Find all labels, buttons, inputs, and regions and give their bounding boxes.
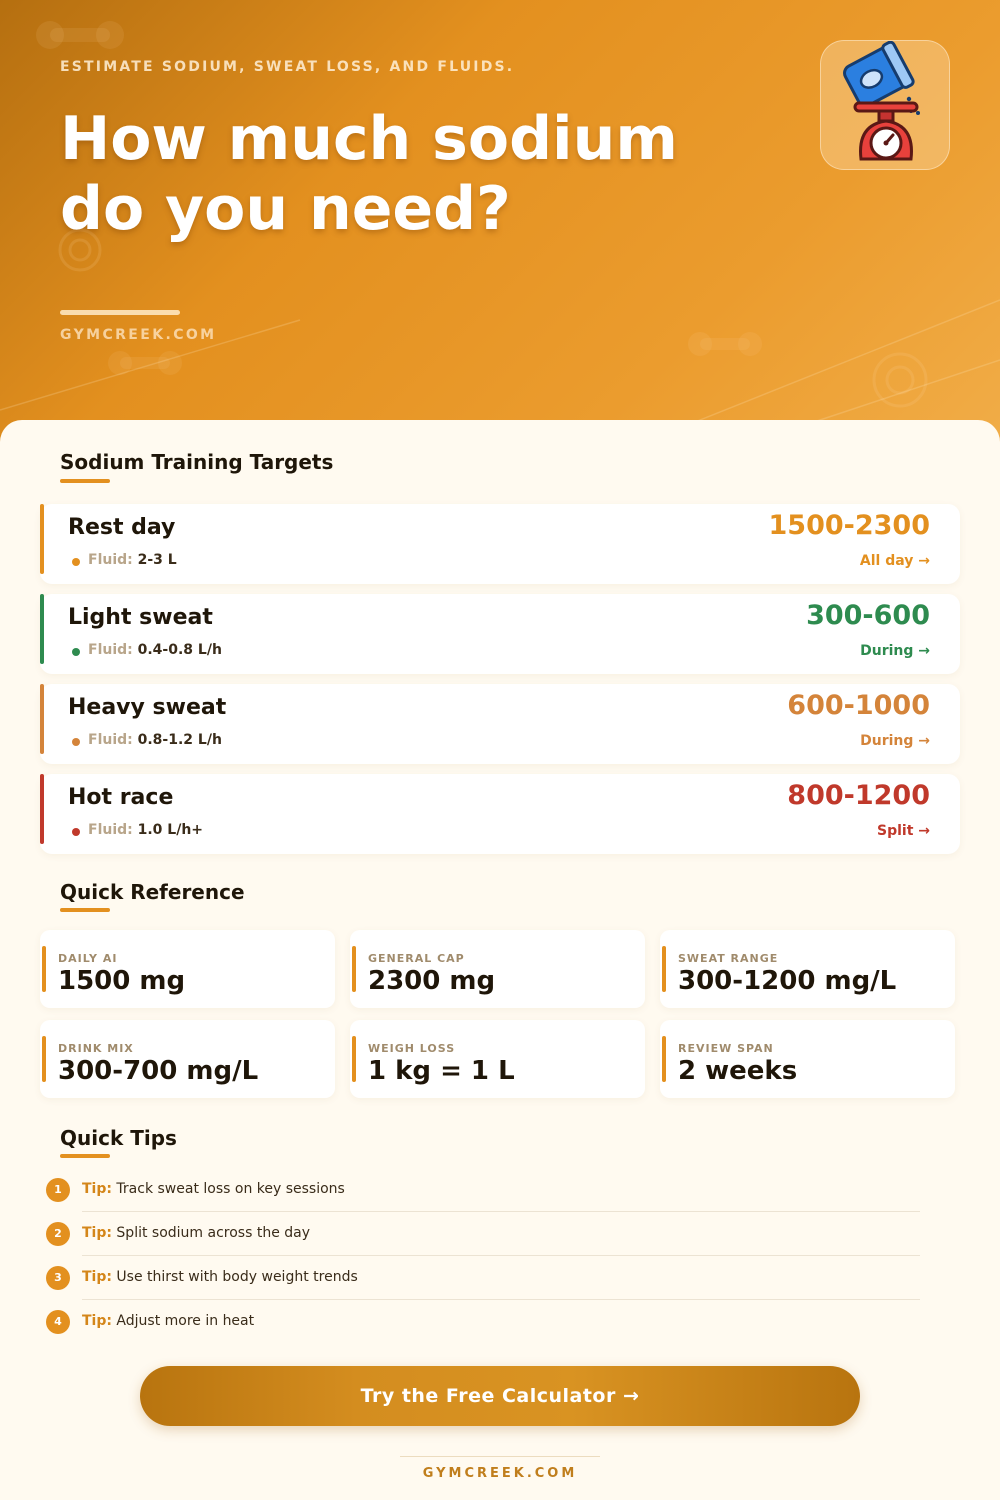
reference-label: DRINK MIX — [58, 1042, 134, 1055]
target-name: Light sweat — [68, 605, 213, 630]
reference-accent-bar — [352, 1036, 356, 1082]
target-accent-bar — [40, 594, 44, 664]
target-card-heavy-sweat — [40, 684, 960, 764]
reference-label: DAILY AI — [58, 952, 118, 965]
reference-label: SWEAT RANGE — [678, 952, 779, 965]
tip-number-badge: 2 — [46, 1222, 70, 1246]
reference-value: 1500 mg — [58, 966, 186, 996]
target-accent-bar — [40, 504, 44, 574]
reference-accent-bar — [42, 1036, 46, 1082]
tip-text: Tip: Track sweat loss on key sessions — [82, 1181, 345, 1197]
target-fluid: Fluid: 1.0 L/h+ — [88, 822, 204, 838]
target-sodium-value: 800-1200 — [787, 780, 930, 811]
reference-card — [40, 1020, 335, 1098]
list-item — [46, 1256, 920, 1300]
reference-value: 2 weeks — [678, 1056, 798, 1086]
reference-card — [350, 1020, 645, 1098]
reference-card — [660, 1020, 955, 1098]
target-fluid: Fluid: 0.8-1.2 L/h — [88, 732, 222, 748]
hero-banner — [0, 0, 1000, 460]
tips-section-title: Quick Tips — [60, 1126, 177, 1150]
target-sodium-value: 300-600 — [806, 600, 930, 631]
hero-divider — [60, 310, 180, 315]
target-name: Rest day — [68, 515, 176, 540]
list-item — [46, 1300, 920, 1344]
tip-number-badge: 3 — [46, 1266, 70, 1290]
target-fluid: Fluid: 2-3 L — [88, 552, 177, 568]
bullet-dot-icon — [72, 648, 80, 656]
target-card-hot-race — [40, 774, 960, 854]
tips-section-underline — [60, 1154, 110, 1158]
list-item — [46, 1168, 920, 1212]
tip-number-badge: 1 — [46, 1178, 70, 1202]
target-timing-link[interactable]: During → — [860, 733, 930, 749]
reference-value: 300-1200 mg/L — [678, 966, 897, 996]
salt-shaker-scale-icon — [821, 41, 951, 171]
target-timing-link[interactable]: Split → — [877, 823, 930, 839]
target-card-rest-day — [40, 504, 960, 584]
footer-divider — [400, 1456, 600, 1457]
targets-section-underline — [60, 479, 110, 483]
reference-value: 2300 mg — [368, 966, 496, 996]
reference-section-title: Quick Reference — [60, 880, 245, 904]
reference-label: WEIGH LOSS — [368, 1042, 456, 1055]
tip-text: Tip: Use thirst with body weight trends — [82, 1269, 358, 1285]
bullet-dot-icon — [72, 828, 80, 836]
target-name: Hot race — [68, 785, 174, 810]
target-fluid: Fluid: 0.4-0.8 L/h — [88, 642, 222, 658]
target-sodium-value: 1500-2300 — [768, 510, 930, 541]
tip-text: Tip: Split sodium across the day — [82, 1225, 311, 1241]
target-accent-bar — [40, 684, 44, 754]
hero-site-name: GYMCREEK.COM — [60, 327, 217, 343]
bullet-dot-icon — [72, 738, 80, 746]
tip-text: Tip: Adjust more in heat — [82, 1313, 255, 1329]
reference-accent-bar — [42, 946, 46, 992]
reference-label: GENERAL CAP — [368, 952, 465, 965]
footer-site-name[interactable]: GYMCREEK.COM — [422, 1466, 578, 1481]
target-timing-link[interactable]: All day → — [859, 553, 930, 569]
reference-value: 300-700 mg/L — [58, 1056, 259, 1086]
reference-section-underline — [60, 908, 110, 912]
tip-number-badge: 4 — [46, 1310, 70, 1334]
reference-accent-bar — [662, 946, 666, 992]
reference-accent-bar — [352, 946, 356, 992]
reference-card — [350, 930, 645, 1008]
targets-section-title: Sodium Training Targets — [60, 450, 334, 474]
reference-card — [40, 930, 335, 1008]
list-item — [46, 1212, 920, 1256]
bullet-dot-icon — [72, 558, 80, 566]
target-card-light-sweat — [40, 594, 960, 674]
target-sodium-value: 600-1000 — [787, 690, 930, 721]
reference-card — [660, 930, 955, 1008]
hero-eyebrow: ESTIMATE SODIUM, SWEAT LOSS, AND FLUIDS. — [60, 59, 515, 75]
reference-value: 1 kg = 1 L — [368, 1056, 515, 1086]
reference-label: REVIEW SPAN — [678, 1042, 774, 1055]
free-calculator-button[interactable]: Try the Free Calculator → — [140, 1366, 860, 1426]
hero-icon-tile — [820, 40, 950, 170]
page-title: How much sodium do you need? — [60, 104, 678, 244]
target-name: Heavy sweat — [68, 695, 227, 720]
target-timing-link[interactable]: During → — [860, 643, 930, 659]
target-accent-bar — [40, 774, 44, 844]
reference-accent-bar — [662, 1036, 666, 1082]
